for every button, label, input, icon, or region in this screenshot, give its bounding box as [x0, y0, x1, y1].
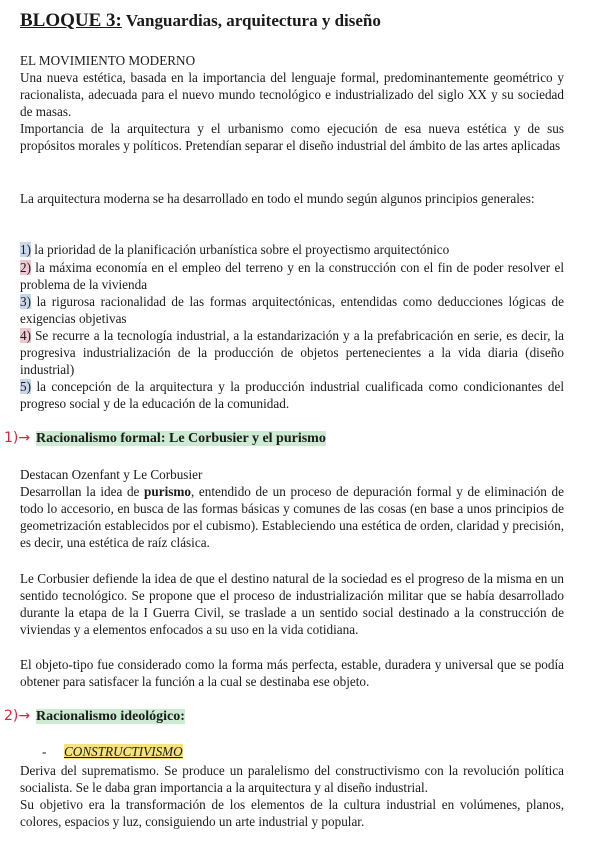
section-heading-movimiento-moderno: EL MOVIMIENTO MODERNO — [20, 53, 196, 68]
principle-3-text: la rigurosa racionalidad de las formas arquitectónicas, entendidas como deducciones lógicas de exigencias objetivas — [20, 294, 564, 326]
purismo-text-a: Desarrollan la idea de — [20, 484, 145, 499]
principle-4 — [20, 327, 564, 378]
principle-2-number: 2) — [20, 260, 31, 275]
principle-4-text: Se recurre a la tecnología industrial, a la estandarización y a la prefabricación en serie, es decir, la progresiva industrialización de la producción de objetos pertenecientes a la vida diaria (diseño industrial) — [20, 328, 564, 377]
principle-5-text: la concepción de la arquitectura y la producción industrial cualificada como condicionantes del progreso social y de la educación de la comunidad. — [20, 379, 564, 411]
constructivismo-label: CONSTRUCTIVISMO — [64, 744, 183, 759]
section-heading-racionalismo-formal — [36, 430, 566, 447]
paragraph-purismo — [20, 483, 564, 551]
title-bloque: BLOQUE 3: — [20, 10, 122, 31]
handwritten-marker-1: 1)→ — [4, 430, 31, 446]
paragraph-objetivo: Su objetivo era la transformación de los elementos de la cultura industrial en volúmenes, planos, colores, espacios y luz, consiguiendo un arte industrial y popular. — [20, 797, 564, 829]
principle-1-number: 1) — [20, 242, 31, 257]
racionalismo-formal-heading-text: Racionalismo formal: Le Corbusier y el purismo — [36, 431, 326, 446]
principle-1 — [20, 241, 564, 258]
principle-1-text: la prioridad de la planificación urbanística sobre el proyectismo arquitectónico — [31, 242, 450, 257]
bullet-dash: - — [42, 744, 47, 759]
principle-4-number: 4) — [20, 328, 31, 343]
principle-3-number: 3) — [20, 294, 31, 309]
paragraph-nueva-estetica: Una nueva estética, basada en la importancia del lenguaje formal, predominantemente geométrico y racionalista, adecuada para el nuevo mundo tecnológico e industrializado del siglo XX y su sociedad de masas. — [20, 70, 564, 119]
racionalismo-ideologico-heading-text: Racionalismo ideológico: — [36, 709, 185, 724]
paragraph-importancia-arquitectura: Importancia de la arquitectura y el urbanismo como ejecución de esa nueva estética y de sus propósitos morales y políticos. Pretendían separar el diseño industrial del ámbito de las artes aplicadas — [20, 121, 564, 153]
principle-2-text: la máxima economía en el empleo del terreno y en la construcción con el fin de poder resolver el problema de la vivienda — [20, 260, 564, 292]
purismo-bold-term: purismo — [144, 484, 191, 499]
principle-5 — [20, 378, 564, 412]
paragraph-principios-generales: La arquitectura moderna se ha desarrollado en todo el mundo según algunos principios generales: — [20, 191, 535, 206]
title-rest: Vanguardias, arquitectura y diseño — [121, 11, 381, 30]
paragraph-destacan: Destacan Ozenfant y Le Corbusier — [20, 467, 203, 482]
purismo-text-b: , entendido de un proceso de depuración formal y de eliminación de todo lo accesorio, en busca de las formas básicas y comunes de las cosas (en base a unos principios de geometrización establecidos por el cubismo). Estableciendo una estética de orden, claridad y precisión, es decir, una estética de raíz clásica. — [20, 484, 564, 550]
handwritten-marker-2: 2)→ — [4, 708, 31, 724]
principle-2 — [20, 259, 564, 293]
principle-5-number: 5) — [20, 379, 31, 394]
section-heading-racionalismo-ideologico — [36, 708, 566, 725]
principle-3 — [20, 293, 564, 327]
paragraph-le-corbusier-progreso: Le Corbusier defiende la idea de que el destino natural de la sociedad es el progreso de la misma en un sentido tecnológico. Se propone que el proceso de industrialización militar que se había desarrollado durante la etapa de la I Guerra Civil, se traslade a un sentido social destinado a la construcción de viviendas y a elementos enfocados a su uso en la vida cotidiana. — [20, 571, 564, 637]
paragraph-suprematismo: Deriva del suprematismo. Se produce un paralelismo del constructivismo con la revolución política socialista. Se le daba gran importancia a la arquitectura y al diseño industrial. — [20, 763, 564, 795]
page-title — [20, 10, 580, 32]
subheading-constructivismo — [20, 743, 564, 760]
paragraph-objeto-tipo: El objeto-tipo fue considerado como la forma más perfecta, estable, duradera y universal que se podía obtener para satisfacer la función a la cual se destinaba ese objeto. — [20, 657, 564, 689]
